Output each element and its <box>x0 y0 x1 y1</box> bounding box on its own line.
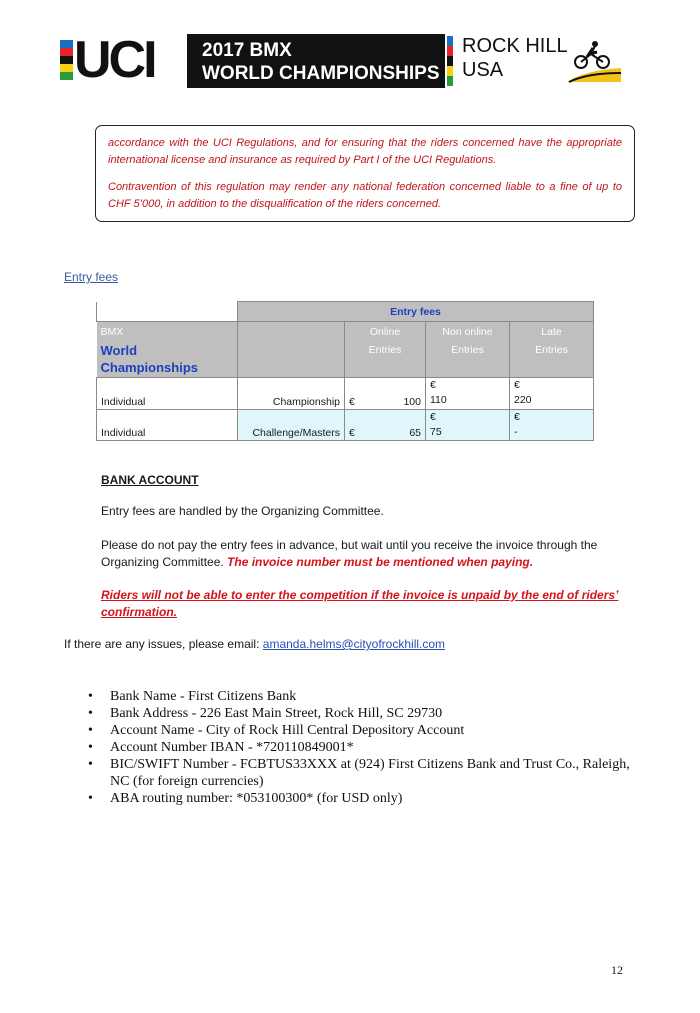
late-fee <box>510 378 594 410</box>
late-currency: € <box>514 379 520 391</box>
notice-paragraph: accordance with the UCI Regulations, and for ensuring that the riders concerned have the appropriate international license and insurance as required by Part I of the UCI Regulations. <box>108 137 622 166</box>
event-title-banner <box>187 34 445 88</box>
online-currency: € <box>345 410 369 441</box>
riders-warning: Riders will not be able to enter the competition if the invoice is unpaid by the end of riders’ confirmation. <box>101 588 619 619</box>
late-fee <box>510 410 594 441</box>
bmx-label: BMX <box>97 322 238 342</box>
bank-detail: Account Number IBAN - *720110849001* <box>110 740 354 755</box>
contact-prefix: If there are any issues, please email: <box>64 637 263 651</box>
bank-detail: ABA routing number: *053100300* (for USD only) <box>110 791 403 806</box>
list-item <box>88 722 648 739</box>
bank-detail: BIC/SWIFT Number - FCBTUS33XXX at (924) First Citizens Bank and Trust Co., Raleigh, NC (for foreign currencies) <box>110 757 630 789</box>
column-online: Online <box>345 322 426 342</box>
regulation-notice-box <box>95 125 635 222</box>
row-type: Individual <box>97 410 238 441</box>
list-item <box>88 705 648 722</box>
uci-logo <box>60 31 182 89</box>
bullet-icon: • <box>88 757 93 772</box>
bullet-icon: • <box>88 791 93 806</box>
bullet-icon: • <box>88 689 93 704</box>
bullet-icon: • <box>88 723 93 738</box>
column-non-online: Non online <box>426 322 510 342</box>
late-currency: € <box>514 411 520 423</box>
row-category: Challenge/Masters <box>238 410 345 441</box>
entry-fees-heading-link[interactable]: Entry fees <box>64 270 119 284</box>
list-item <box>88 688 648 705</box>
non-online-fee <box>426 410 510 441</box>
list-item <box>88 756 648 790</box>
table-row <box>97 378 594 410</box>
event-title-line1: 2017 BMX <box>202 40 292 61</box>
page-number: 12 <box>611 963 623 977</box>
title-line1: World <box>100 342 138 358</box>
entry-fees-group-header: Entry fees <box>238 302 594 322</box>
non-online-entries-subheader: Entries <box>426 342 510 378</box>
entry-fees-table <box>96 301 594 441</box>
late-entries-subheader: Entries <box>510 342 594 378</box>
non-online-fee <box>426 378 510 410</box>
bmx-rider-icon <box>565 40 623 84</box>
online-currency: € <box>345 378 369 410</box>
bank-detail: Bank Address - 226 East Main Street, Rock Hill, SC 29730 <box>110 706 443 721</box>
online-fee: 65 <box>369 410 426 441</box>
uci-color-stripes <box>60 40 73 80</box>
bullet-icon: • <box>88 706 93 721</box>
online-entries-subheader: Entries <box>345 342 426 378</box>
column-late: Late <box>510 322 594 342</box>
notice-paragraph: Contravention of this regulation may render any national federation concerned liable to a fine of up to CHF 5’000, in addition to the disqualification of the riders concerned. <box>108 181 622 210</box>
bank-paragraph <box>101 537 631 571</box>
late-value: 220 <box>514 394 532 406</box>
table-row <box>97 410 594 441</box>
bank-account-heading: BANK ACCOUNT <box>101 473 199 487</box>
host-city-line2: USA <box>462 59 504 81</box>
event-title-line2: WORLD CHAMPIONSHIPS <box>202 63 440 84</box>
title-line2: Championships <box>100 359 199 375</box>
bank-details-list <box>88 688 648 807</box>
non-online-currency: € <box>430 411 436 423</box>
list-item <box>88 790 648 807</box>
non-online-value: 110 <box>430 394 447 406</box>
bullet-icon: • <box>88 740 93 755</box>
row-category: Championship <box>238 378 345 410</box>
non-online-currency: € <box>430 379 436 391</box>
list-item <box>88 739 648 756</box>
host-color-stripes <box>447 36 453 86</box>
invoice-warning: The invoice number must be mentioned when paying. <box>227 555 534 569</box>
contact-line <box>64 637 445 651</box>
online-fee: 100 <box>369 378 426 410</box>
bank-detail: Account Name - City of Rock Hill Central Depository Account <box>110 723 465 738</box>
row-type: Individual <box>97 378 238 410</box>
uci-logo-text: UCI <box>74 31 155 89</box>
host-city-line1: ROCK HILL <box>462 35 568 57</box>
bank-paragraph-text: Please do not pay the entry fees in advance, but wait until you receive the invoice through the Organizing Committee. <box>101 538 598 569</box>
host-city <box>462 34 568 82</box>
bank-paragraph: Entry fees are handled by the Organizing Committee. <box>101 504 384 518</box>
contact-email-link[interactable]: amanda.helms@cityofrockhill.com <box>262 637 446 651</box>
late-value: - <box>514 426 518 438</box>
bank-detail: Bank Name - First Citizens Bank <box>110 689 297 704</box>
world-championships-label <box>97 342 238 378</box>
non-online-value: 75 <box>430 426 442 438</box>
